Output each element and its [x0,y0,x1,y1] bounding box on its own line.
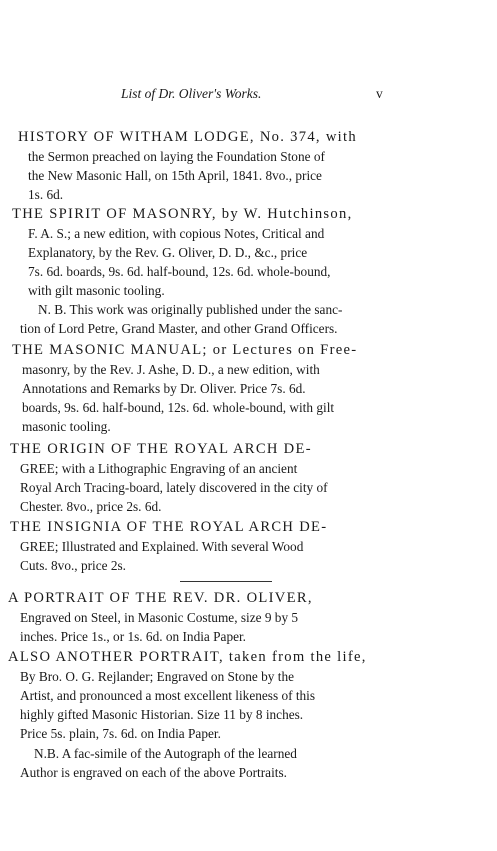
entry-line: ALSO ANOTHER PORTRAIT, taken from the life, [8,649,367,665]
entry-note: tion of Lord Petre, Grand Master, and other Grand Officers. [20,321,338,336]
entry-line: inches. Price 1s., or 1s. 6d. on India Paper. [20,629,247,644]
entry-note: N.B. A fac-simile of the Autograph of the learned [34,746,297,761]
entry-line: Explanatory, by the Rev. G. Oliver, D. D., &c., price [28,245,308,260]
page-number: v [376,86,383,101]
entry-line: GREE; Illustrated and Explained. With several Wood [20,539,304,554]
entry-line: Royal Arch Tracing-board, lately discovered in the city of [20,480,328,495]
entry-line: THE INSIGNIA OF THE ROYAL ARCH DE- [10,519,328,535]
entry-line: Engraved on Steel, in Masonic Costume, size 9 by 5 [20,610,299,625]
entry-line: highly gifted Masonic Historian. Size 11 by 8 inches. [20,707,304,722]
entry-line: GREE; with a Lithographic Engraving of an ancient [20,461,298,476]
entry-line: with gilt masonic tooling. [28,283,165,298]
entry-line: Artist, and pronounced a most excellent likeness of this [20,688,316,703]
entry-note: N. B. This work was originally published under the sanc- [38,302,343,317]
entry-line: Annotations and Remarks by Dr. Oliver. Price 7s. 6d. [22,381,306,396]
entry-line: boards, 9s. 6d. half-bound, 12s. 6d. whole-bound, with gilt [22,400,335,415]
entry-line: the Sermon preached on laying the Foundation Stone of [28,149,325,164]
running-head [0,86,497,104]
section-divider [180,581,272,582]
entry-line: THE SPIRIT OF MASONRY, by W. Hutchinson, [12,206,353,222]
entry-line: Price 5s. plain, 7s. 6d. on India Paper. [20,726,221,741]
entry-line: THE MASONIC MANUAL; or Lectures on Free- [12,342,358,358]
entry-line: Cuts. 8vo., price 2s. [20,558,126,573]
entry-line: 1s. 6d. [28,187,64,202]
entry-line: By Bro. O. G. Rejlander; Engraved on Stone by the [20,669,295,684]
entry-line: 7s. 6d. boards, 9s. 6d. half-bound, 12s. 6d. whole-bound, [28,264,331,279]
entry-line: the New Masonic Hall, on 15th April, 1841. 8vo., price [28,168,322,183]
entry-line: F. A. S.; a new edition, with copious Notes, Critical and [28,226,325,241]
entry-note: Author is engraved on each of the above Portraits. [20,765,287,780]
entry-line: A PORTRAIT OF THE REV. DR. OLIVER, [8,590,313,606]
entry-line: THE ORIGIN OF THE ROYAL ARCH DE- [10,441,312,457]
entry-line: HISTORY OF WITHAM LODGE, No. 374, with [18,129,357,145]
entry-line: masonic tooling. [22,419,111,434]
entry-line: Chester. 8vo., price 2s. 6d. [20,499,162,514]
running-title: List of Dr. Oliver's Works. [121,86,262,101]
entry-line: masonry, by the Rev. J. Ashe, D. D., a new edition, with [22,362,320,377]
